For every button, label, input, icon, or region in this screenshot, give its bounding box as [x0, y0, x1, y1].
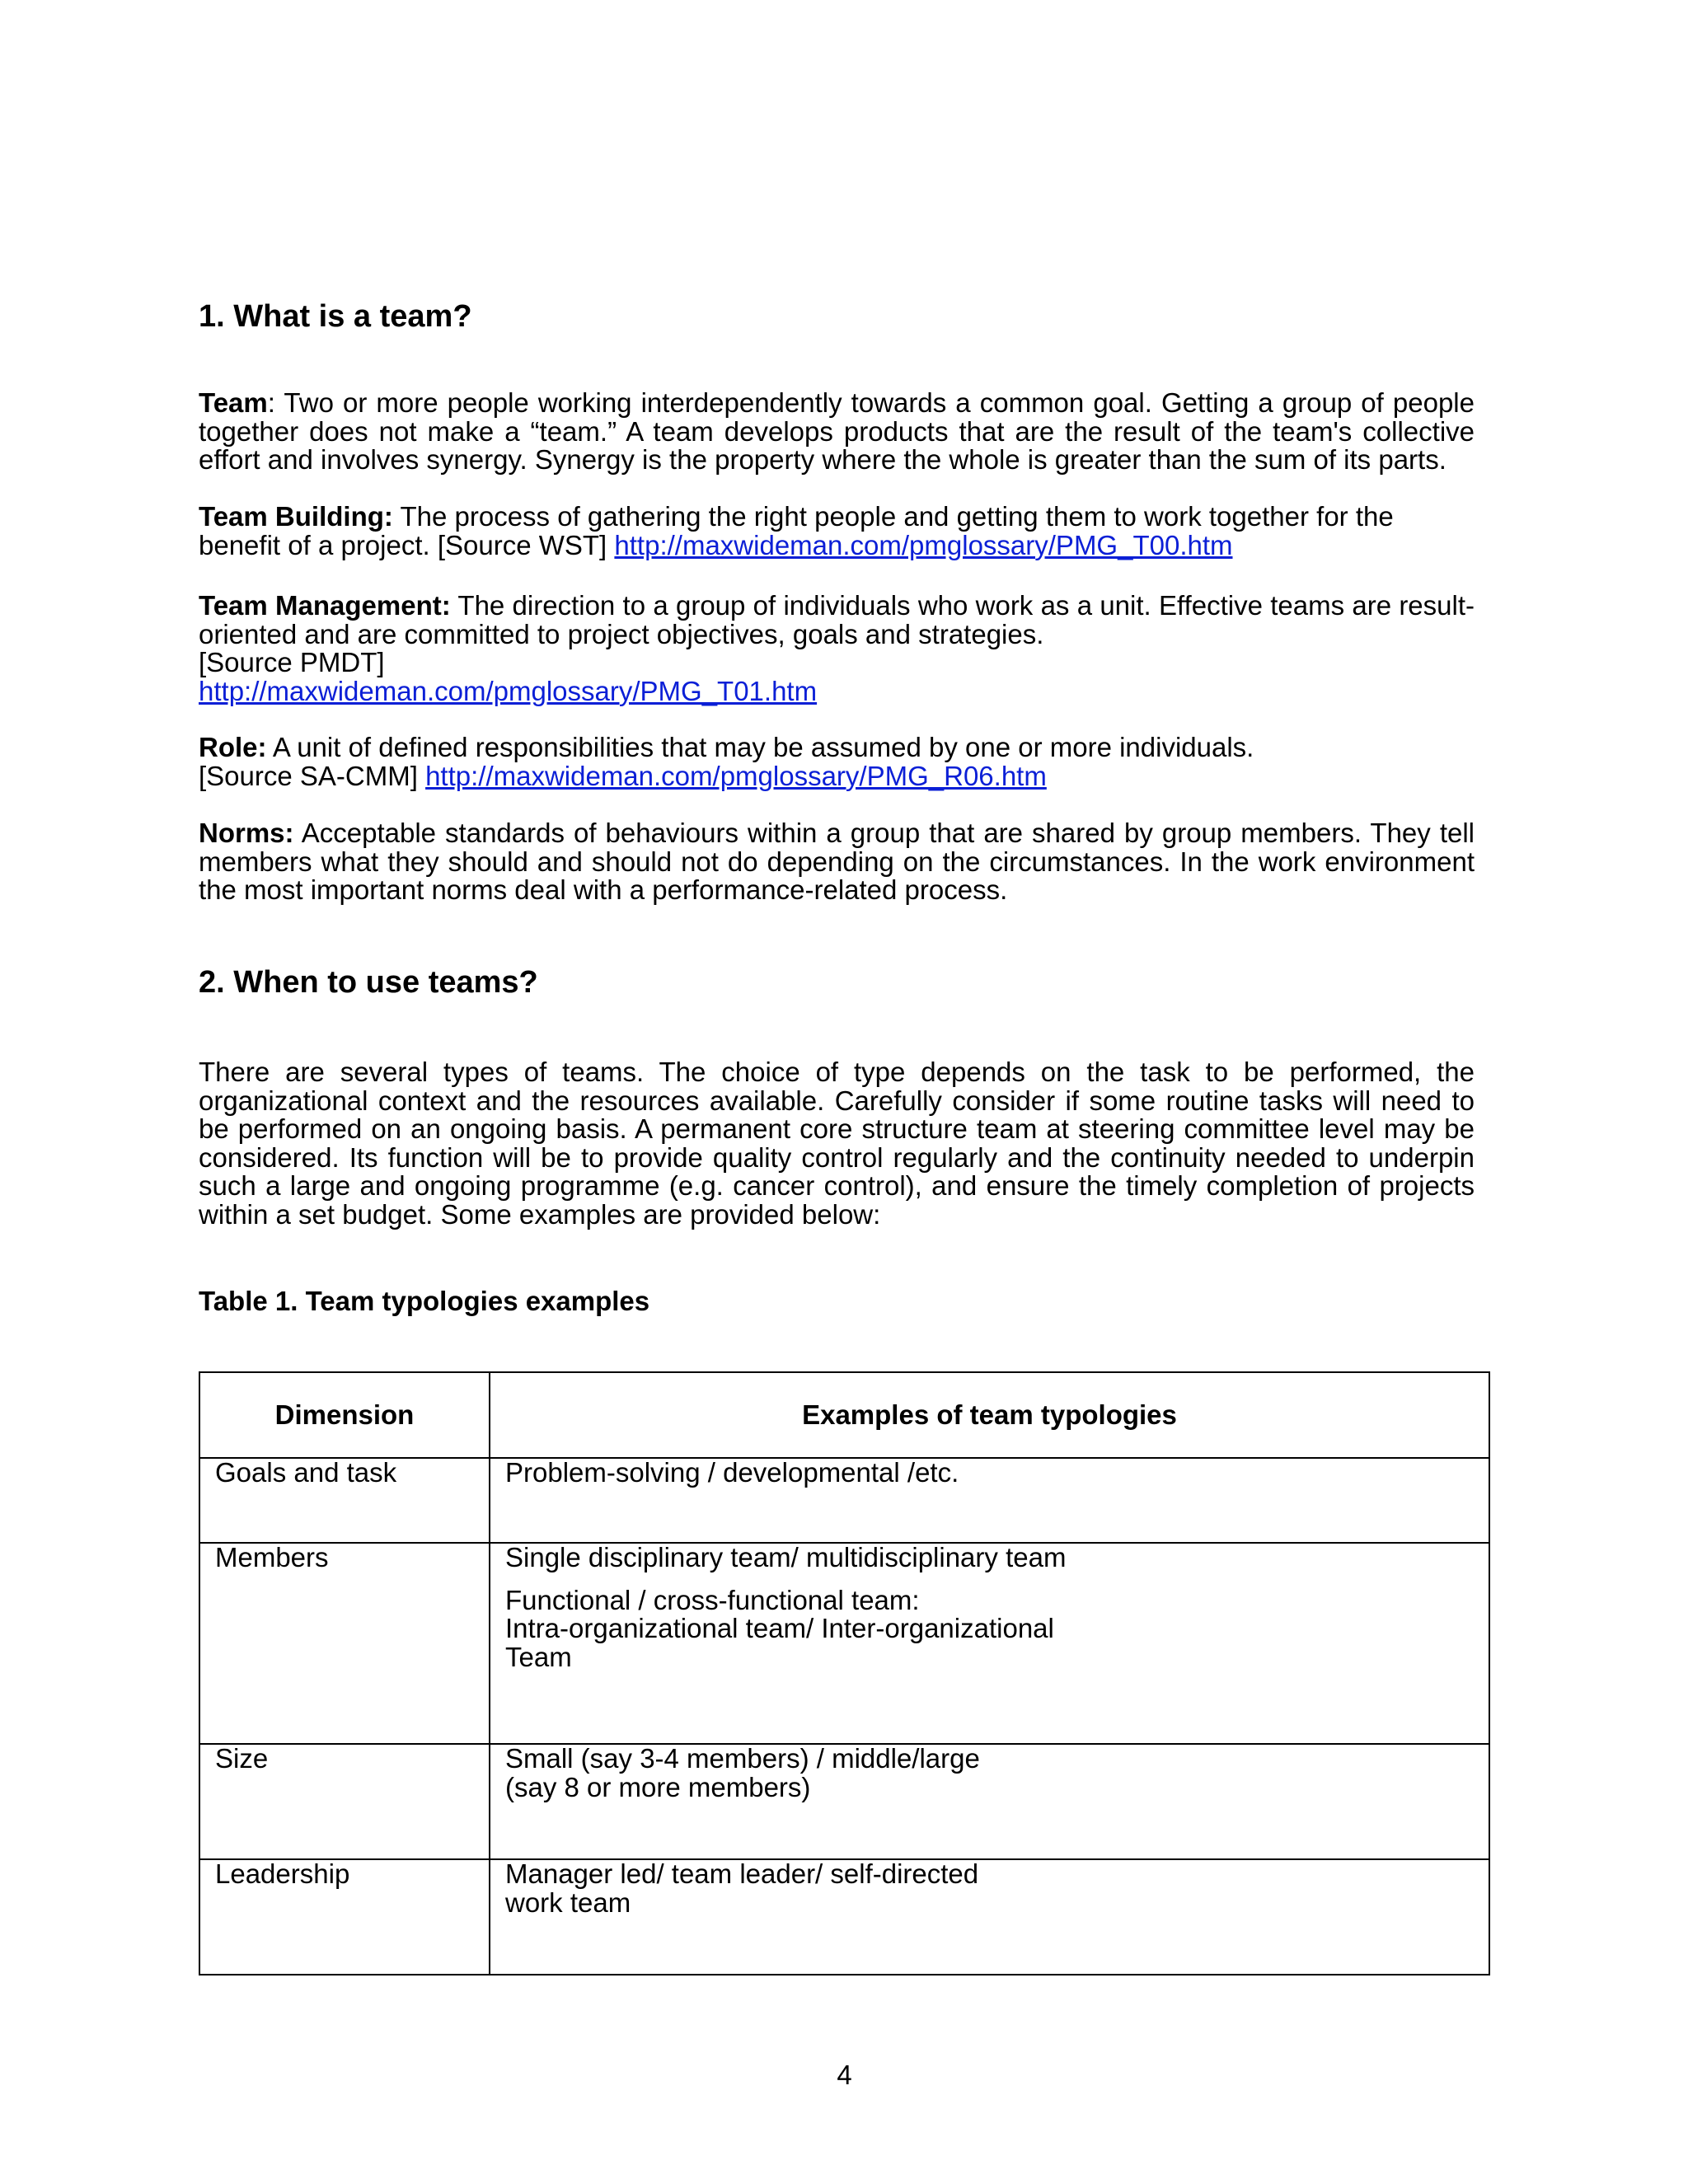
- table-row: [199, 1543, 1489, 1744]
- page-number: 4: [837, 2060, 852, 2090]
- column-header-dimension: Dimension: [199, 1372, 490, 1458]
- table-caption: Table 1. Team typologies examples: [199, 1286, 650, 1316]
- example-line: Single disciplinary team/ multidisciplinary team: [505, 1542, 1067, 1572]
- source-sa-cmm: [Source SA-CMM]: [199, 760, 426, 791]
- link-pmg-t01[interactable]: http://maxwideman.com/pmglossary/PMG_T01.htm: [199, 675, 818, 706]
- definition-team: [199, 389, 1475, 475]
- examples-cell: [490, 1458, 1489, 1543]
- example-line: Problem-solving / developmental /etc.: [505, 1457, 959, 1488]
- definition-team-text: : Two or more people working interdependently towards a common goal. Getting a group of people together does not make a “team.” A team develops products that are the result of the team's collective effort and involves synergy. Synergy is the property where the whole is greater than the sum of its parts.: [199, 387, 1475, 475]
- definition-role-text: A unit of defined responsibilities that may be assumed by one or more individuals.: [266, 732, 1254, 762]
- example-line: Intra-organizational team/ Inter-organizational: [505, 1613, 1054, 1643]
- link-pmg-r06[interactable]: http://maxwideman.com/pmglossary/PMG_R06.htm: [425, 760, 1047, 791]
- link-pmg-t00[interactable]: http://maxwideman.com/pmglossary/PMG_T00.htm: [614, 529, 1233, 560]
- dimension-cell: Size: [199, 1744, 490, 1859]
- example-line: Manager led/ team leader/ self-directed: [505, 1858, 979, 1889]
- dimension-cell: Members: [199, 1543, 490, 1744]
- table-header-row: [199, 1372, 1489, 1458]
- dimension-cell: Leadership: [199, 1859, 490, 1975]
- term-norms: Norms:: [199, 818, 294, 848]
- example-line: work team: [505, 1886, 631, 1918]
- column-header-examples: Examples of team typologies: [490, 1372, 1489, 1458]
- definition-norms-text: Acceptable standards of behaviours within a group that are shared by group members. They tell members what they should and should not do depending on the circumstances. In the work environment the most important norms deal with a performance-related process.: [199, 818, 1475, 905]
- definition-team-management: [199, 592, 1475, 705]
- definition-team-building: [199, 503, 1475, 560]
- team-typologies-table: [199, 1371, 1490, 1975]
- term-team: Team: [199, 387, 268, 418]
- examples-cell: [490, 1744, 1489, 1859]
- examples-cell: [490, 1543, 1489, 1744]
- section-2-intro: There are several types of teams. The choice of type depends on the task to be performed, the organizational context and the resources available. Carefully consider if some routine tasks will need to be performed on an ongoing basis. A permanent core structure team at steering committee level may be considered. Its function will be to provide quality control regularly and the continuity needed to underpin such a large and ongoing programme (e.g. cancer control), and ensure the timely completion of projects within a set budget. Some examples are provided below:: [199, 1057, 1475, 1230]
- table-row: [199, 1744, 1489, 1859]
- example-line: Team: [505, 1641, 572, 1672]
- term-team-building: Team Building:: [199, 501, 393, 532]
- definition-norms: [199, 819, 1475, 905]
- examples-cell: [490, 1859, 1489, 1975]
- section-1-heading: 1. What is a team?: [199, 299, 472, 334]
- table-row: [199, 1458, 1489, 1543]
- term-team-management: Team Management:: [199, 590, 451, 621]
- example-line: (say 8 or more members): [505, 1771, 811, 1802]
- example-line: Small (say 3-4 members) / middle/large: [505, 1743, 980, 1774]
- document-page: [199, 0, 1475, 2184]
- definition-role: [199, 733, 1475, 790]
- table-row: [199, 1859, 1489, 1975]
- example-line: Functional / cross-functional team:: [505, 1584, 920, 1615]
- dimension-cell: Goals and task: [199, 1458, 490, 1543]
- definition-team-building-text: The process of gathering the right people and getting them to work together for the benefit of a project. [Source WST]: [199, 501, 1394, 560]
- definition-team-management-text: The direction to a group of individuals who work as a unit. Effective teams are result-oriented and are committed to project objectives, goals and strategies.: [199, 590, 1475, 649]
- source-pmdt: [Source PMDT]: [199, 647, 385, 677]
- term-role: Role:: [199, 732, 267, 762]
- section-2-heading: 2. When to use teams?: [199, 965, 538, 1000]
